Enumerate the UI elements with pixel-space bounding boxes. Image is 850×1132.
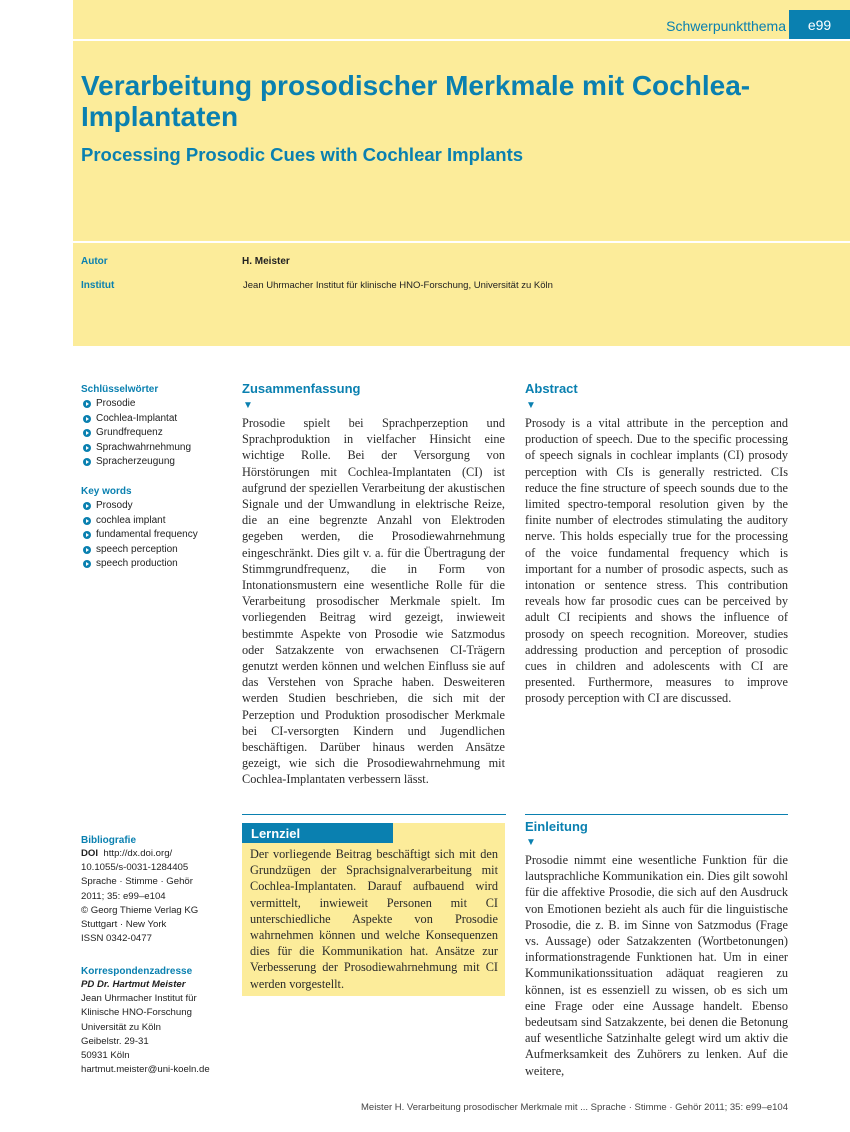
keyword-text: Prosodie (96, 398, 136, 409)
doi-line (81, 847, 236, 861)
learning-goal-heading: Lernziel (242, 823, 393, 843)
keyword-text: fundamental frequency (96, 529, 198, 540)
bullet-icon (83, 429, 91, 437)
keyword-item (81, 543, 231, 558)
keywords-de-block (81, 384, 231, 470)
article-subtitle: Processing Prosodic Cues with Cochlear Implants (81, 144, 524, 165)
footer-citation: Meister H. Verarbeitung prosodischer Merkmale mit ... Sprache · Stimme · Gehör 2011; 35: e99–e104 (361, 1102, 788, 1113)
keyword-text: cochlea implant (96, 514, 166, 526)
section-marker-icon: ▼ (243, 400, 253, 411)
correspondence-city: 50931 Köln (81, 1050, 130, 1062)
author-name: H. Meister (242, 256, 290, 267)
bullet-icon (83, 531, 91, 539)
keywords-de-heading: Schlüsselwörter (81, 384, 159, 395)
journal-name: Sprache · Stimme · Gehör (81, 876, 193, 888)
einleitung-heading: Einleitung (525, 819, 588, 834)
keyword-item (81, 499, 231, 514)
keyword-text: Prosody (96, 500, 133, 511)
correspondence-name: PD Dr. Hartmut Meister (81, 979, 186, 990)
bullet-icon (83, 502, 91, 510)
keyword-item (81, 528, 231, 543)
keyword-item (81, 397, 231, 412)
section-marker-icon: ▼ (526, 400, 536, 411)
bibliografie-heading: Bibliografie (81, 835, 137, 846)
keyword-text: speech perception (96, 543, 178, 555)
keyword-item (81, 412, 231, 427)
keywords-en-heading: Key words (81, 486, 132, 497)
correspondence-block (81, 966, 236, 1077)
institute-label: Institut (81, 280, 115, 291)
copyright: © Georg Thieme Verlag KG (81, 904, 199, 916)
bullet-icon (83, 444, 91, 452)
author-label: Autor (81, 256, 108, 267)
article-title: Verarbeitung prosodischer Merkmale mit Cochlea-Implantaten (81, 70, 751, 132)
doi-url[interactable]: http://dx.doi.org/ (103, 848, 173, 859)
bibliografie-block (81, 835, 236, 946)
issn: ISSN 0342-0477 (81, 933, 152, 945)
publisher-location: Stuttgart · New York (81, 919, 167, 931)
keyword-item (81, 426, 231, 441)
journal-issue: 2011; 35: e99–e104 (81, 890, 166, 902)
zusammenfassung-text: Prosodie spielt bei Sprachperzeption und Sprachproduktion in vielfacher Hinsicht eine wichtige Rolle. Bei der Versorgung von Hörstörungen mit Cochlea-Implantaten (CI) ist aufgrund der speziellen Verarbeitung der akustischen Signale und der Umwandlung in elektrische Reize, die an eine begrenzte Anzahl von Elektroden gegeben werden, die Prosodiewahrnehmung eingeschränkt. Dies gilt v. a. für die Übertragung der Stimmgrundfrequenz, die in Form von Intonationsmustern eine wesentliche Rolle für die Verarbeitung prosodischer Merkmale spielt. Im vorliegenden Beitrag wird gezeigt, inwieweit bestimmte Aspekte von Prosodie wie Satzmodus oder Satzakzente von erwachsenen CI-Trägern genutzt werden können und welchen Einfluss sie auf das Verstehen von Sprache haben. Desweiteren werden Studien beschrieben, die sich mit der Perzeption und Produktion prosodischer Merkmale bei CI-versorgten Kindern und Jugendlichen beschäftigen. Darüber hinaus werden Ansätze gezeigt, wie sich die Prosodiewahrnehmung mit Cochlea-Implantaten verbessern lässt. (242, 416, 505, 787)
section-divider (525, 814, 788, 815)
bullet-icon (83, 517, 91, 525)
keyword-text: Sprachwahrnehmung (96, 441, 192, 453)
keyword-text: Cochlea-Implantat (96, 412, 178, 424)
correspondence-line: Universität zu Köln (81, 1021, 161, 1033)
keyword-text: Spracherzeugung (96, 456, 175, 467)
keyword-text: speech production (96, 558, 178, 569)
section-label: Schwerpunktthema (666, 18, 786, 34)
bullet-icon (83, 546, 91, 554)
bullet-icon (83, 400, 91, 408)
keyword-item (81, 557, 231, 572)
abstract-text: Prosody is a vital attribute in the perception and production of speech. Due to the specific processing of speech signals in cochlear implants (CI) prosody perception with CIs is generally restricted. CIs reduce the fine structure of speech sounds due to the limited spectro-temporal resolution given by the finite number of electrodes stimulating the auditory nerve. This holds especially true for the processing of the voice fundamental frequency which is important for a number of prosodic aspects, such as intonation or sentence stress. This contribution reveals how far prosodic cues can be perceived by adult CI recipients and shows the influence of prosody on speech recognition. Moreover, studies addressing production and perception of prosodic cues in children and adolescents with CI are presented. Furthermore, measures to improve prosody perception with CI are discussed. (525, 416, 788, 706)
zusammenfassung-heading: Zusammenfassung (242, 381, 361, 396)
keywords-de-list (81, 397, 231, 470)
correspondence-line: Klinische HNO-Forschung (81, 1007, 192, 1019)
correspondence-street: Geibelstr. 29-31 (81, 1035, 149, 1047)
section-marker-icon: ▼ (526, 837, 536, 848)
bullet-icon (83, 458, 91, 466)
keyword-text: Grundfrequenz (96, 427, 163, 438)
doi-label: DOI (81, 848, 99, 859)
correspondence-email[interactable]: hartmut.meister@uni-koeln.de (81, 1064, 210, 1076)
learning-goal-text: Der vorliegende Beitrag beschäftigt sich mit den Grundzügen der Sprachsignalverarbeitung mit Cochlea-Implantaten. Darauf aufbauend wird vermittelt, inwieweit Personen mit CI unterschiedliche Aspekte von Prosodie wahrnehmen können und welche Konsequenzen dies für die Kommunikation hat. Ansätze zur Verbesserung der Prosodiewahrnehmung mit CI werden vorgestellt. (250, 847, 498, 991)
keywords-en-block (81, 486, 231, 572)
keywords-en-list (81, 499, 231, 572)
einleitung-text: Prosodie nimmt eine wesentliche Funktion für die lautsprachliche Kommunikation ein. Dies gilt sowohl für die affektive Prosodie, die sich auf den Ausdruck von Emotionen bezieht als auch für die linguistische Prosodie, die z. B. im Sinne von Satzmodus (Frage vs. Aussage) oder Satzakzenten (Wortbetonungen) informationstragende Funktionen hat. Um in einer Kommunikationssituation adäquat reagieren zu können, ist es essenziell zu wissen, ob es sich um eine Frage oder eine Aussage handelt. Ebenso bedeutsam sind Satzakzente, bei denen die Betonung auf wesentliche Satzinhalte gelegt wird um aktiv die Aufmerksamkeit des Zuhörers zu lenken. Auf die weitere, (525, 853, 788, 1078)
section-divider (242, 814, 506, 815)
correspondence-line: Jean Uhrmacher Institut für (81, 993, 197, 1005)
doi-value: 10.1055/s-0031-1284405 (81, 862, 189, 874)
bullet-icon (83, 415, 91, 423)
meta-band (73, 243, 850, 346)
keyword-item (81, 514, 231, 529)
page-number: e99 (789, 10, 850, 39)
bullet-icon (83, 560, 91, 568)
institute-name: Jean Uhrmacher Institut für klinische HNO-Forschung, Universität zu Köln (243, 280, 553, 291)
correspondence-heading: Korrespondenzadresse (81, 966, 193, 977)
abstract-heading: Abstract (525, 381, 578, 396)
keyword-item (81, 441, 231, 456)
keyword-item (81, 455, 231, 470)
